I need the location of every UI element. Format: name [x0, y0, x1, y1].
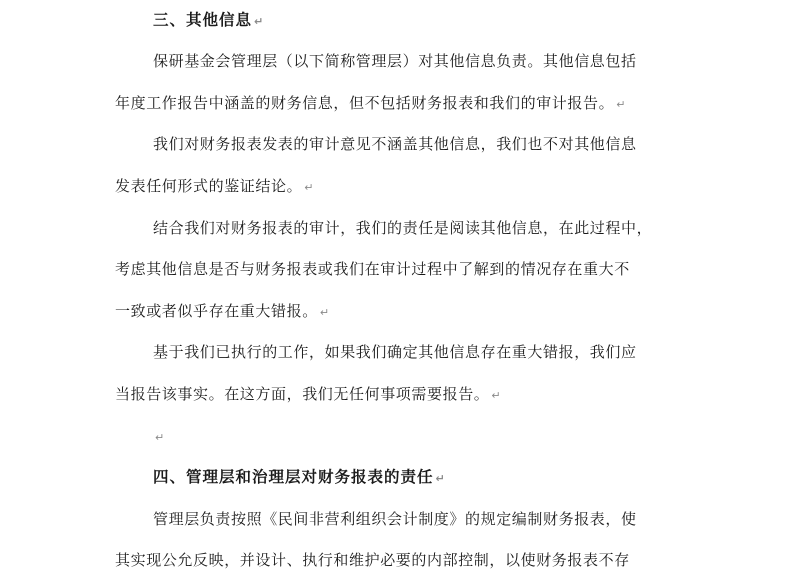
paragraph-mark-icon: ↵ [435, 472, 445, 485]
section-3-line-2: 年度工作报告中涵盖的财务信息，但不包括财务报表和我们的审计报告。 ↵ [115, 94, 626, 112]
paragraph-mark-icon: ↵ [319, 306, 330, 319]
section-3-line-5: 结合我们对财务报表的审计，我们的责任是阅读其他信息，在此过程中， [153, 219, 653, 237]
section-3-line-3: 我们对财务报表发表的审计意见不涵盖其他信息，我们也不对其他信息 [153, 135, 637, 153]
paragraph-mark-icon: ↵ [254, 15, 264, 28]
section-3-line-8: 基于我们已执行的工作，如果我们确定其他信息存在重大错报，我们应 [153, 343, 637, 361]
section-3-heading: 三、其他信息 ↵ [153, 11, 264, 29]
empty-paragraph [153, 426, 675, 448]
paragraph-mark-icon: ↵ [155, 431, 165, 444]
section-3-line-7: 一致或者似乎存在重大错报。 ↵ [115, 302, 330, 320]
paragraph-mark-icon: ↵ [616, 98, 626, 111]
section-4-line-2: 其实现公允反映，并设计、执行和维护必要的内部控制，以使财务报表不存 [115, 551, 630, 569]
paragraph-mark-icon: ↵ [304, 181, 314, 194]
section-3-line-4: 发表任何形式的鉴证结论。 ↵ [115, 177, 314, 195]
section-4-line-1: 管理层负责按照《民间非营利组织会计制度》的规定编制财务报表，使 [153, 510, 637, 528]
section-3-line-1: 保研基金会管理层（以下简称管理层）对其他信息负责。其他信息包括 [153, 52, 637, 70]
section-4-heading: 四、管理层和治理层对财务报表的责任 ↵ [153, 468, 445, 486]
paragraph-mark-icon: ↵ [491, 389, 501, 402]
section-3-line-9: 当报告该事实。在这方面，我们无任何事项需要报告。 ↵ [115, 385, 501, 403]
section-3-line-6: 考虑其他信息是否与财务报表或我们在审计过程中了解到的情况存在重大不 [115, 260, 630, 278]
